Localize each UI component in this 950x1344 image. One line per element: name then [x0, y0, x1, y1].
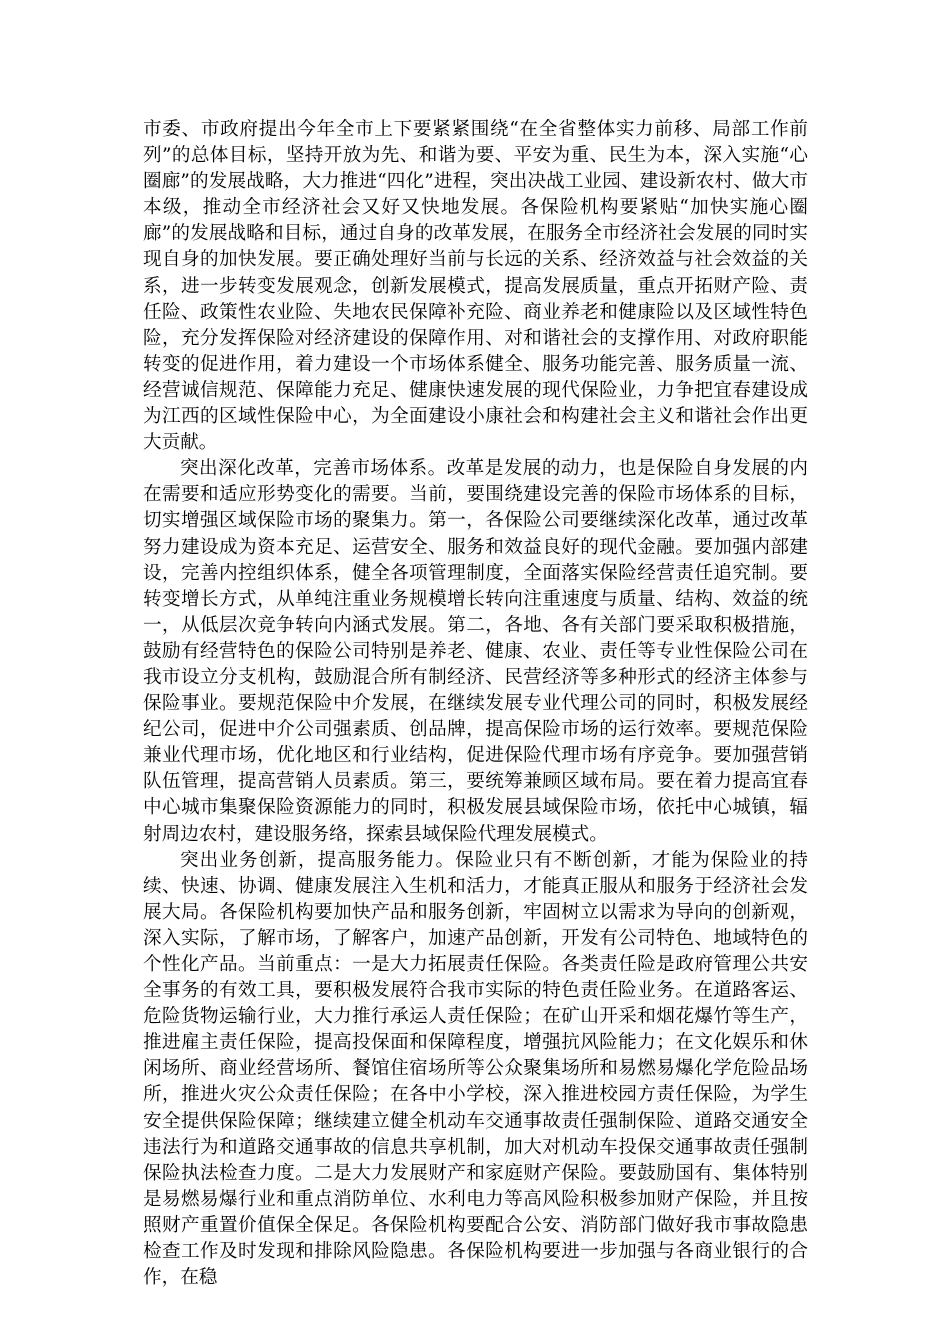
paragraph-3: 突出业务创新，提高服务能力。保险业只有不断创新，才能为保险业的持续、快速、协调、健康发展注入生机和活力，才能真正服从和服务于经济社会发展大局。各保险机构要加快产品和服务创新，牢固树立以需求为导向的创新观，深入实际，了解市场，了解客户，加速产品创新，开发有公司特色、地域特色的个性化产品。当前重点：一是大力拓展责任保险。各类责任险是政府管理公共安全事务的有效工具，要积极发展符合我市实际的特色责任险业务。在道路客运、危险货物运输行业，大力推行承运人责任保险；在矿山开采和烟花爆竹等生产，推进雇主责任保险，提高投保面和保障程度，增强抗风险能力；在文化娱乐和休闲场所、商业经营场所、餐馆住宿场所等公众聚集场所和易燃易爆化学危险品场所，推进火灾公众责任保险；在各中小学校，深入推进校园方责任保险，为学生安全提供保险保障；继续建立健全机动车交通事故责任强制保险、道路交通安全违法行为和道路交通事故的信息共享机制，加大对机动车投保交通事故责任强制保险执法检查力度。二是大力发展财产和家庭财产保险。要鼓励国有、集体特别是易燃易爆行业和重点消防单位、水利电力等高风险积极参加财产保险，并且按照财产重置价值保全保足。各保险机构要配合公安、消防部门做好我市事故隐患检查工作及时发现和排除风险隐患。各保险机构要进一步加强与各商业银行的合作，在稳: [143, 849, 808, 1289]
document-page: [143, 117, 808, 1291]
paragraph-2: 突出深化改革，完善市场体系。改革是发展的动力，也是保险自身发展的内在需要和适应形势变化的需要。当前，要围绕建设完善的保险市场体系的目标，切实增强区域保险市场的聚集力。第一，各保险公司要继续深化改革，通过改革努力建设成为资本充足、运营安全、服务和效益良好的现代金融。要加强内部建设，完善内控组织体系，健全各项管理制度，全面落实保险经营责任追究制。要转变增长方式，从单纯注重业务规模增长转向注重速度与质量、结构、效益的统一，从低层次竞争转向内涵式发展。第二，各地、各有关部门要采取积极措施，鼓励有经营特色的保险公司特别是养老、健康、农业、责任等专业性保险公司在我市设立分支机构，鼓励混合所有制经济、民营经济等多种形式的经济主体参与保险事业。要规范保险中介发展，在继续发展专业代理公司的同时，积极发展经纪公司，促进中介公司强素质、创品牌，提高保险市场的运行效率。要规范保险兼业代理市场，优化地区和行业结构，促进保险代理市场有序竞争。要加强营销队伍管理，提高营销人员素质。第三，要统筹兼顾区域布局。要在着力提高宜春中心城市集聚保险资源能力的同时，积极发展县域保险市场，依托中心城镇，辐射周边农村，建设服务络，探索县域保险代理发展模式。: [143, 458, 808, 845]
paragraph-1: 市委、市政府提出今年全市上下要紧紧围绕“在全省整体实力前移、局部工作前列”的总体目标，坚持开放为先、和谐为要、平安为重、民生为本，深入实施“心圈廊”的发展战略，大力推进“四化”进程，突出决战工业园、建设新农村、做大市本级，推动全市经济社会又好又快地发展。各保险机构要紧贴“加快实施心圈廊”的发展战略和目标，通过自身的改革发展，在服务全市经济社会发展的同时实现自身的加快发展。要正确处理好当前与长远的关系、经济效益与社会效益的关系，进一步转变发展观念，创新发展模式，提高发展质量，重点开拓财产险、责任险、政策性农业险、失地农民保障补充险、商业养老和健康险以及区域性特色险，充分发挥保险对经济建设的保障作用、对和谐社会的支撑作用、对政府职能转变的促进作用，着力建设一个市场体系健全、服务功能完善、服务质量一流、经营诚信规范、保障能力充足、健康快速发展的现代保险业，力争把宜春建设成为江西的区域性保险中心，为全面建设小康社会和构建社会主义和谐社会作出更大贡献。: [143, 119, 808, 454]
